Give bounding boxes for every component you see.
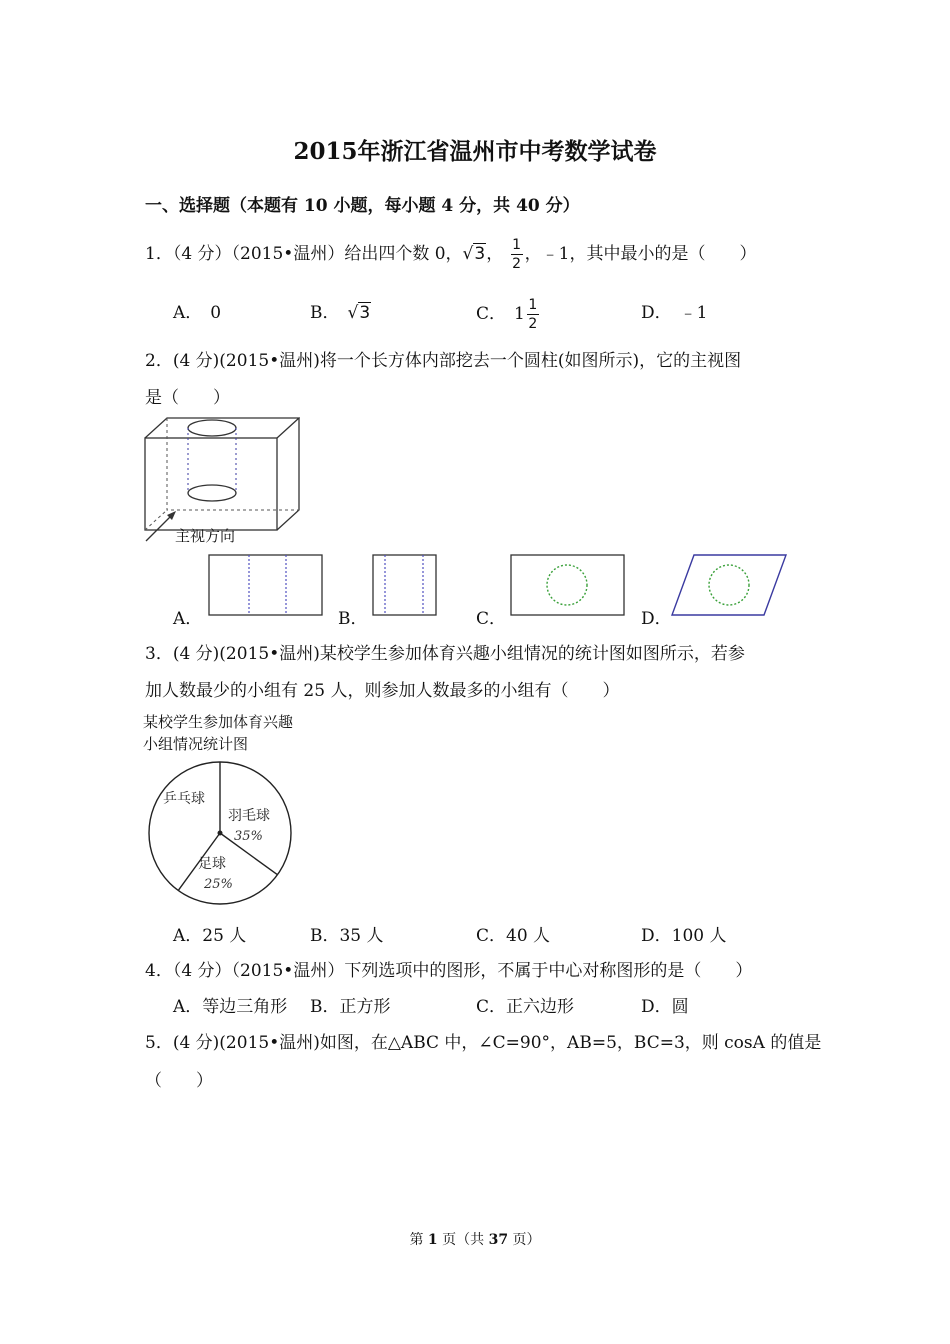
q1-fraction bbox=[511, 238, 523, 271]
question-2-line-1: 2．(4 分)(2015•温州)将一个长方体内部挖去一个圆柱(如图所示)，它的主视图 bbox=[145, 351, 742, 371]
section-heading: 一、选择题（本题有 10 小题，每小题 4 分，共 40 分） bbox=[145, 196, 580, 216]
question-2-line-2: 是（ ） bbox=[145, 388, 230, 408]
question-3-line-2: 加人数最少的小组有 25 人，则参加人数最多的小组有（ ） bbox=[145, 681, 620, 701]
pie-percent-1: 35% bbox=[234, 829, 263, 844]
q2-option-b-label[interactable]: B． bbox=[338, 609, 368, 629]
question-5-line-1: 5．(4 分)(2015•温州)如图，在△ABC 中，∠C=90°，AB=5，BC=3，则 cosA 的值是 bbox=[145, 1033, 822, 1053]
q1-option-c[interactable]: C． 1 $\frac{1}{2}$ bbox=[476, 297, 538, 332]
q1-frac-num: 1 bbox=[512, 237, 522, 253]
total-pages: 37 bbox=[488, 1232, 509, 1248]
chart-title-line-1: 某校学生参加体育兴趣 bbox=[143, 713, 294, 731]
q1-frac-den: 2 bbox=[512, 256, 522, 272]
q4-option-c[interactable]: C．正六边形 bbox=[476, 997, 575, 1017]
pie-percent-2: 25% bbox=[204, 877, 233, 892]
q1-c-fraction: $\frac{1}{2}$ bbox=[528, 297, 538, 332]
pie-label-2: 足球 bbox=[198, 856, 226, 872]
q2-option-a-label[interactable]: A． bbox=[173, 609, 203, 629]
page-title: 2015年浙江省温州市中考数学试卷 bbox=[293, 138, 657, 165]
q2-option-c-figure[interactable] bbox=[508, 552, 628, 618]
q2-option-b-figure[interactable] bbox=[370, 552, 440, 618]
q4-option-b[interactable]: B．正方形 bbox=[310, 997, 391, 1017]
pie-label-0: 乒乓球 bbox=[163, 791, 205, 807]
q4-option-d[interactable]: D．圆 bbox=[641, 997, 689, 1017]
q1-stem-end: ，﹣1，其中最小的是（ ） bbox=[524, 244, 757, 264]
q1-comma: ， bbox=[486, 244, 504, 264]
q3-option-a[interactable]: A．25 人 bbox=[173, 926, 247, 946]
question-4-stem: 4．（4 分）（2015•温州）下列选项中的图形，不属于中心对称图形的是（ ） bbox=[145, 961, 753, 981]
current-page: 1 bbox=[427, 1232, 438, 1248]
q1-sqrt: √3 bbox=[462, 244, 486, 264]
q1-option-b[interactable]: B． √3 bbox=[310, 303, 371, 323]
q2-option-d-figure[interactable] bbox=[670, 552, 790, 618]
page-footer: 第 1 页（共 37 页） bbox=[409, 1232, 541, 1248]
q3-option-b[interactable]: B．35 人 bbox=[310, 926, 384, 946]
pie-label-1: 羽毛球 bbox=[228, 808, 270, 824]
pie-center bbox=[218, 831, 223, 836]
question-5-line-2: （ ） bbox=[145, 1071, 213, 1091]
q1-sqrt-radicand: 3 bbox=[474, 244, 486, 264]
q2-option-a-figure[interactable] bbox=[206, 552, 326, 618]
q1-option-a[interactable]: A． 0 bbox=[173, 303, 222, 323]
q1-stem-start: 1．（4 分）（2015•温州）给出四个数 0， bbox=[145, 244, 463, 264]
chart-title-line-2: 小组情况统计图 bbox=[143, 735, 249, 753]
view-direction-label: 主视方向 bbox=[175, 527, 236, 545]
q1-option-d[interactable]: D． ﹣1 bbox=[641, 303, 708, 323]
pie-chart bbox=[145, 758, 295, 908]
question-3-line-1: 3．(4 分)(2015•温州)某校学生参加体育兴趣小组情况的统计图如图所示，若参 bbox=[145, 644, 745, 664]
q3-option-d[interactable]: D．100 人 bbox=[641, 926, 727, 946]
view-direction-arrow-icon bbox=[143, 508, 179, 544]
q2-option-c-label[interactable]: C． bbox=[476, 609, 507, 629]
q1-b-sqrt: √3 bbox=[347, 303, 371, 323]
q2-option-d-label[interactable]: D． bbox=[641, 609, 672, 629]
q3-option-c[interactable]: C．40 人 bbox=[476, 926, 551, 946]
question-1-stem bbox=[145, 238, 756, 271]
q4-option-a[interactable]: A．等边三角形 bbox=[173, 997, 288, 1017]
